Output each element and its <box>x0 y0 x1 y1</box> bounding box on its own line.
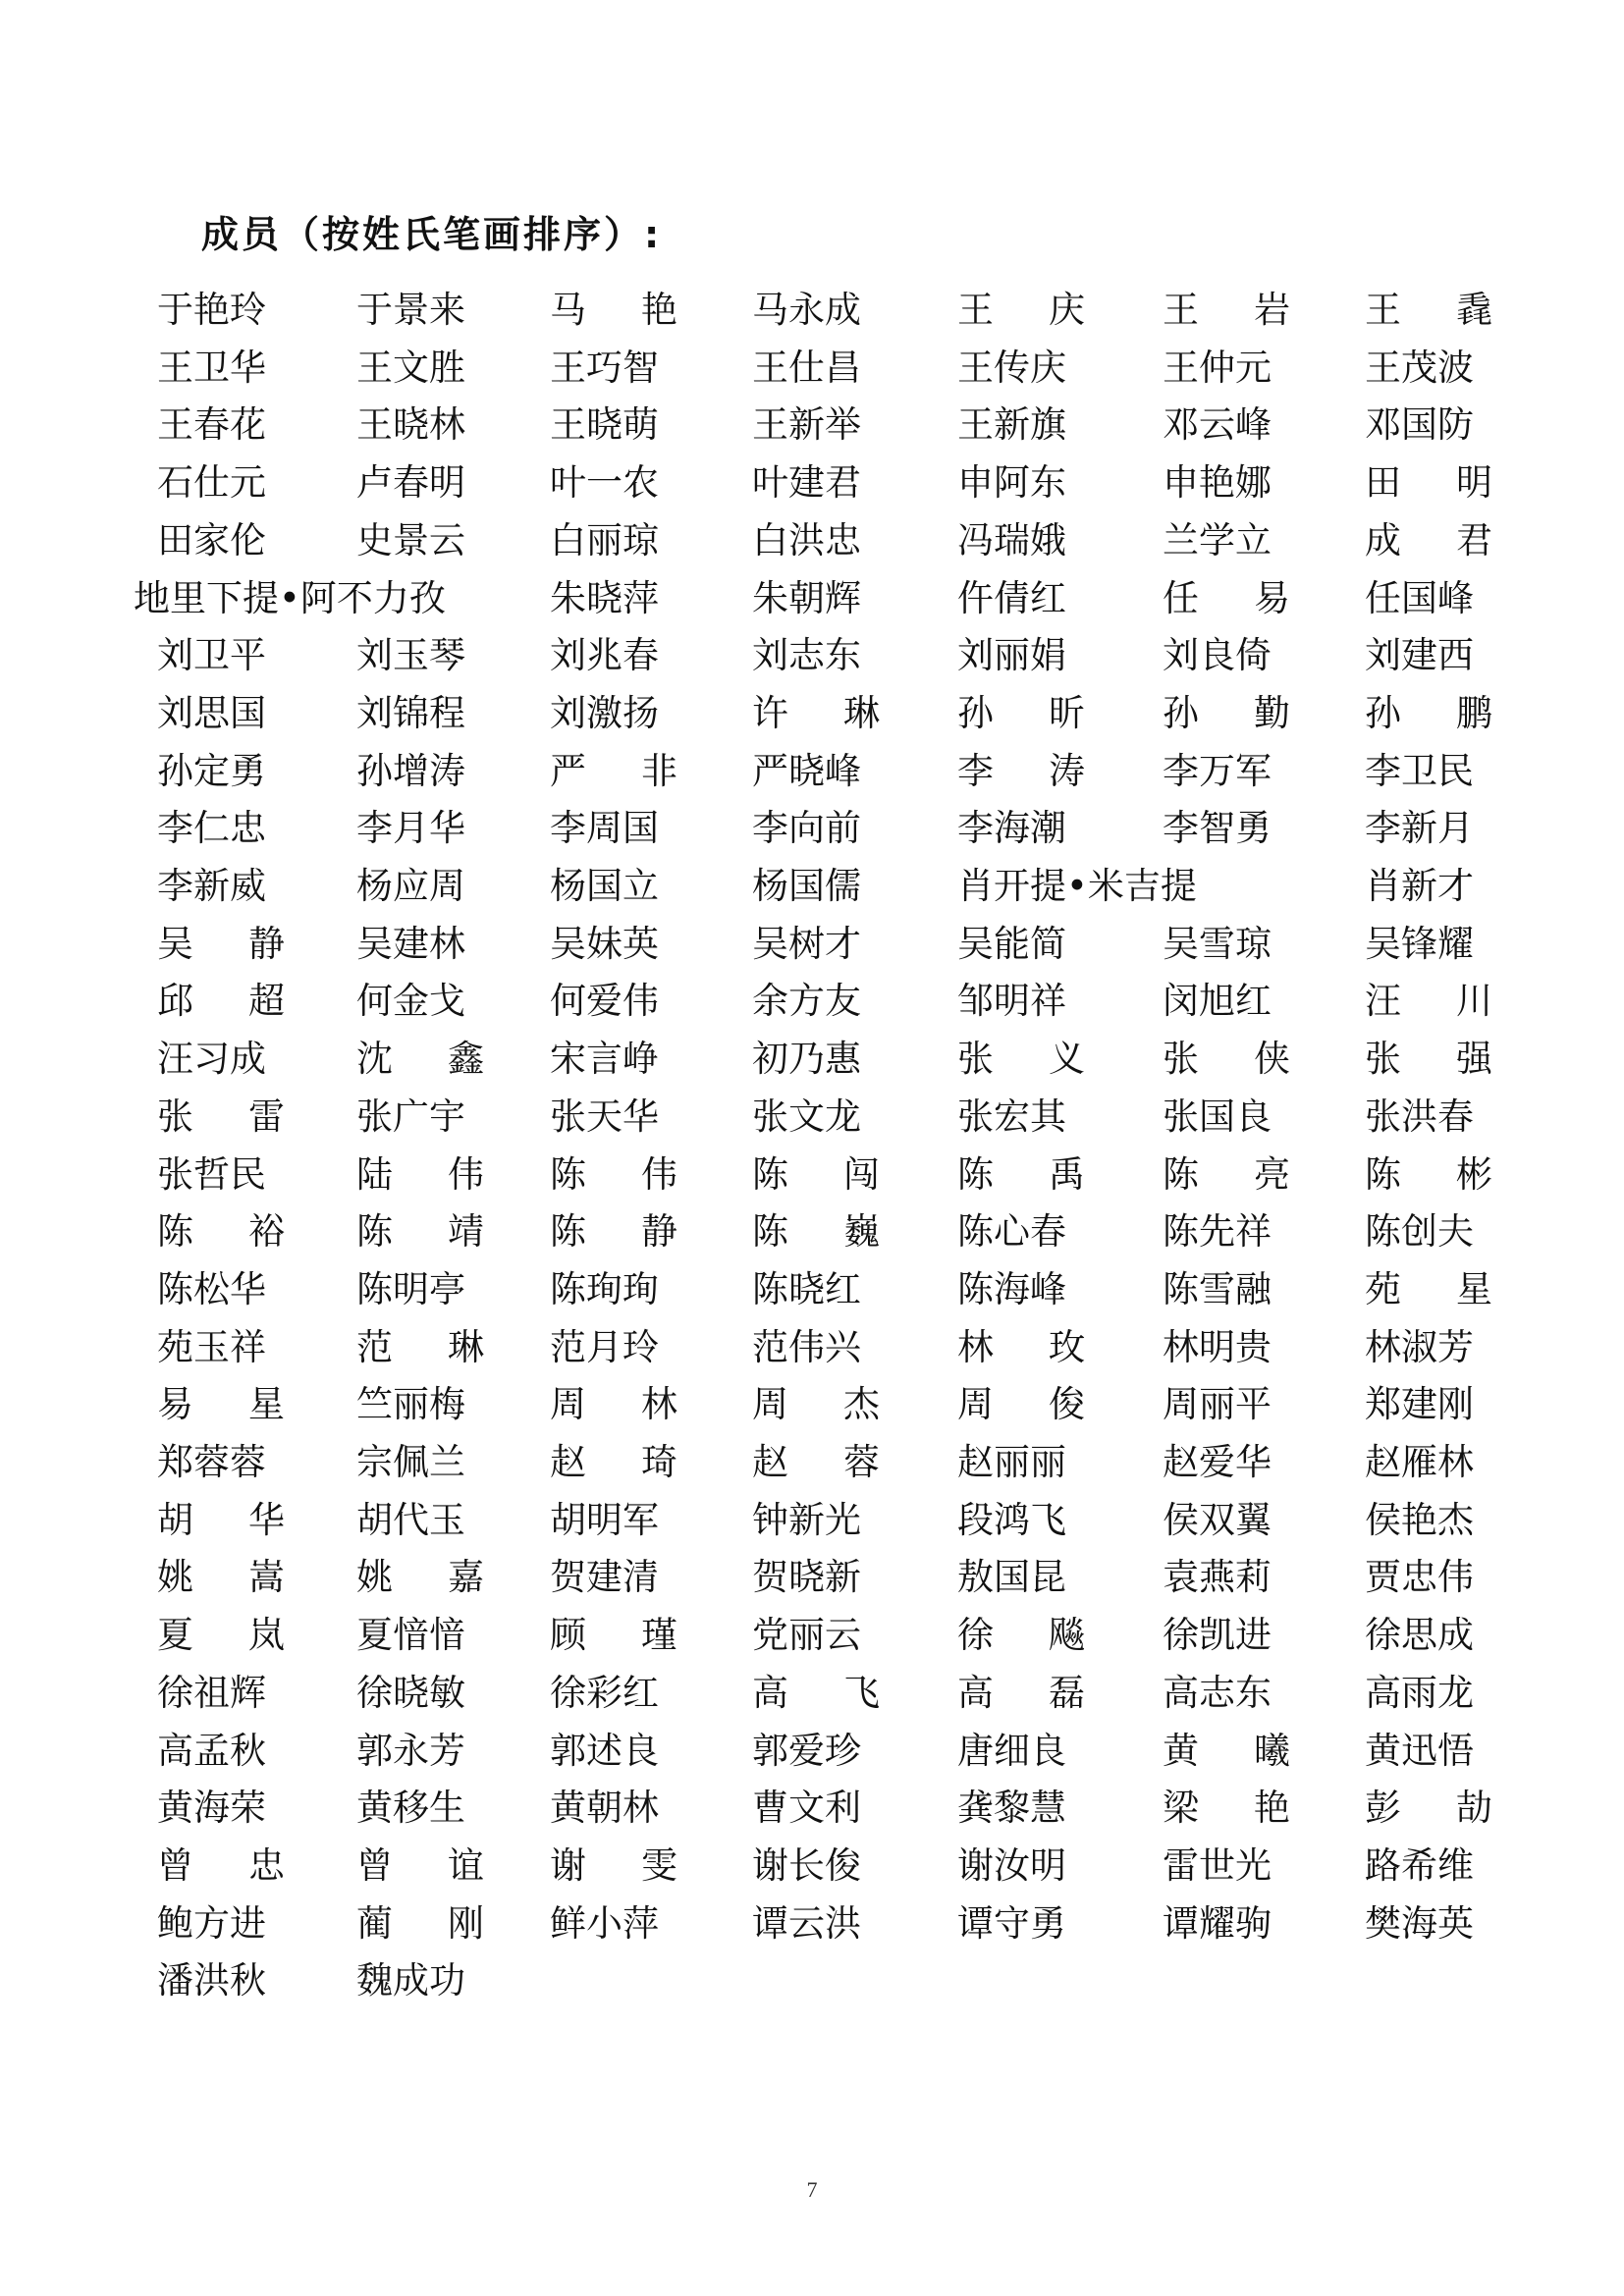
member-name: 余方友 <box>752 980 861 1023</box>
name-row <box>0 1031 1624 1088</box>
member-name: 马永成 <box>752 289 861 331</box>
member-name: 李新威 <box>157 865 266 907</box>
name-row <box>0 1665 1624 1722</box>
member-name: 郑蓉蓉 <box>157 1441 266 1483</box>
member-name: 胡代玉 <box>356 1498 465 1541</box>
member-name: 姚 嘉 <box>356 1556 484 1599</box>
member-name: 孙 勤 <box>1163 691 1290 734</box>
member-name: 胡 华 <box>157 1498 285 1541</box>
member-name: 杨应周 <box>356 865 465 907</box>
member-name: 王茂波 <box>1365 346 1474 389</box>
member-name: 王晓林 <box>356 403 465 447</box>
member-name: 黄朝林 <box>550 1787 659 1830</box>
name-row <box>0 570 1624 627</box>
member-name: 郭永芳 <box>356 1729 465 1772</box>
member-name: 肖新才 <box>1365 865 1474 907</box>
member-name: 范月玲 <box>550 1325 659 1368</box>
section-heading: 成员（按姓氏笔画排序）: <box>201 213 663 256</box>
member-name: 许 琳 <box>752 691 880 734</box>
member-name: 李向前 <box>752 807 861 850</box>
member-name: 周 杰 <box>752 1383 880 1426</box>
member-name: 段鸿飞 <box>957 1498 1066 1541</box>
member-name: 张 雷 <box>157 1095 285 1138</box>
member-name: 彭 劼 <box>1365 1787 1492 1830</box>
member-name: 陈海峰 <box>957 1267 1066 1310</box>
member-name: 兰学立 <box>1163 518 1272 561</box>
member-name: 刘思国 <box>157 691 266 734</box>
member-name: 朱晓萍 <box>550 576 659 619</box>
member-name: 郭爱珍 <box>752 1729 861 1772</box>
member-name: 李新月 <box>1365 807 1474 850</box>
member-name: 姚 嵩 <box>157 1556 285 1599</box>
member-name: 高志东 <box>1163 1671 1272 1714</box>
member-name: 李智勇 <box>1163 807 1272 850</box>
member-name: 周丽平 <box>1163 1383 1272 1426</box>
member-name: 李月华 <box>356 807 465 850</box>
member-name: 卢春明 <box>356 461 465 505</box>
member-name: 申阿东 <box>957 461 1066 505</box>
member-name: 史景云 <box>356 518 465 561</box>
member-name: 宋言峥 <box>550 1038 659 1081</box>
member-name: 吴建林 <box>356 922 465 965</box>
member-name: 叶一农 <box>550 461 659 505</box>
member-name: 张 侠 <box>1163 1038 1290 1081</box>
member-name: 王新旗 <box>957 403 1066 447</box>
member-name: 汪习成 <box>157 1038 266 1081</box>
member-name: 林 玫 <box>957 1325 1085 1368</box>
member-name: 赵雁林 <box>1365 1441 1474 1483</box>
member-name: 陈 彬 <box>1365 1152 1492 1196</box>
member-name: 任国峰 <box>1365 576 1474 619</box>
member-name: 吴 静 <box>157 922 285 965</box>
name-row <box>0 340 1624 397</box>
member-name: 陈晓红 <box>752 1267 861 1310</box>
member-name: 陈 亮 <box>1163 1152 1290 1196</box>
member-name: 沈 鑫 <box>356 1038 484 1081</box>
member-name: 仵倩红 <box>957 576 1066 619</box>
member-name: 张 强 <box>1365 1038 1492 1081</box>
member-name: 黄移生 <box>356 1787 465 1830</box>
member-name: 顾 瑾 <box>550 1614 677 1657</box>
member-name: 张文龙 <box>752 1095 861 1138</box>
member-name: 王巧智 <box>550 346 659 389</box>
member-name: 李 涛 <box>957 749 1085 792</box>
name-row <box>0 1492 1624 1549</box>
member-name: 陈 伟 <box>550 1152 677 1196</box>
member-name: 冯瑞娥 <box>957 518 1066 561</box>
member-name: 竺丽梅 <box>356 1383 465 1426</box>
member-name: 邱 超 <box>157 980 285 1023</box>
name-row <box>0 743 1624 800</box>
name-row <box>0 1607 1624 1664</box>
member-name: 徐思成 <box>1365 1614 1474 1657</box>
member-name: 刘玉琴 <box>356 634 465 677</box>
member-name: 陈 巍 <box>752 1210 880 1254</box>
member-name: 石仕元 <box>157 461 266 505</box>
member-name: 张洪春 <box>1365 1095 1474 1138</box>
member-name: 徐晓敏 <box>356 1671 465 1714</box>
member-name: 严 非 <box>550 749 677 792</box>
member-name: 赵丽丽 <box>957 1441 1066 1483</box>
member-name: 徐祖辉 <box>157 1671 266 1714</box>
member-name: 郑建刚 <box>1365 1383 1474 1426</box>
member-name: 田 明 <box>1365 461 1492 505</box>
member-name: 王文胜 <box>356 346 465 389</box>
name-row <box>0 1549 1624 1606</box>
name-row <box>0 1261 1624 1318</box>
member-name: 陈 禹 <box>957 1152 1085 1196</box>
name-row <box>0 685 1624 742</box>
member-name: 赵 蓉 <box>752 1441 880 1483</box>
member-name: 曾 谊 <box>356 1843 484 1887</box>
member-name: 白丽琼 <box>550 518 659 561</box>
member-name: 张天华 <box>550 1095 659 1138</box>
member-name: 王仕昌 <box>752 346 861 389</box>
member-name: 王新举 <box>752 403 861 447</box>
member-name: 范 琳 <box>356 1325 484 1368</box>
member-name: 范伟兴 <box>752 1325 861 1368</box>
member-name: 胡明军 <box>550 1498 659 1541</box>
member-name: 袁燕莉 <box>1163 1556 1272 1599</box>
name-row <box>0 282 1624 339</box>
member-name: 侯艳杰 <box>1365 1498 1474 1541</box>
member-name: 陈创夫 <box>1365 1210 1474 1254</box>
member-name: 叶建君 <box>752 461 861 505</box>
member-name: 刘卫平 <box>157 634 266 677</box>
member-name: 潘洪秋 <box>157 1959 266 2002</box>
member-name: 赵爱华 <box>1163 1441 1272 1483</box>
member-name: 刘激扬 <box>550 691 659 734</box>
member-name: 钟新光 <box>752 1498 861 1541</box>
name-row <box>0 627 1624 684</box>
member-name: 王卫华 <box>157 346 266 389</box>
name-row <box>0 1376 1624 1433</box>
member-name: 申艳娜 <box>1163 461 1272 505</box>
member-name: 孙定勇 <box>157 749 266 792</box>
name-row <box>0 1434 1624 1491</box>
member-name: 陆 伟 <box>356 1152 484 1196</box>
member-name: 林明贵 <box>1163 1325 1272 1368</box>
member-name: 周 俊 <box>957 1383 1085 1426</box>
member-name: 王 岩 <box>1163 289 1290 331</box>
member-name: 王仲元 <box>1163 346 1272 389</box>
member-name: 王春花 <box>157 403 266 447</box>
name-row <box>0 858 1624 915</box>
name-row <box>0 1952 1624 2009</box>
member-name: 路希维 <box>1365 1843 1474 1887</box>
member-name: 王 庆 <box>957 289 1085 331</box>
member-name: 张宏其 <box>957 1095 1066 1138</box>
member-name: 邹明祥 <box>957 980 1066 1023</box>
member-name: 邓国防 <box>1365 403 1474 447</box>
member-name: 陈明亭 <box>356 1267 465 1310</box>
member-name: 孙增涛 <box>356 749 465 792</box>
member-name: 吴雪琼 <box>1163 922 1272 965</box>
name-row <box>0 1723 1624 1780</box>
member-name: 王 毳 <box>1365 289 1492 331</box>
member-name: 谭云洪 <box>752 1901 861 1945</box>
member-name: 李仁忠 <box>157 807 266 850</box>
member-name: 张 义 <box>957 1038 1085 1081</box>
name-row <box>0 1319 1624 1376</box>
member-name: 田家伦 <box>157 518 266 561</box>
member-name: 魏成功 <box>356 1959 465 2002</box>
name-row <box>0 916 1624 973</box>
member-name: 刘志东 <box>752 634 861 677</box>
member-name: 周 林 <box>550 1383 677 1426</box>
member-name: 马 艳 <box>550 289 677 331</box>
member-name: 张广宇 <box>356 1095 465 1138</box>
member-name: 高 飞 <box>752 1671 880 1714</box>
member-name: 曹文利 <box>752 1787 861 1830</box>
member-name: 李万军 <box>1163 749 1272 792</box>
member-name: 高孟秋 <box>157 1729 266 1772</box>
member-name: 刘良倚 <box>1163 634 1272 677</box>
member-name: 陈 闯 <box>752 1152 880 1196</box>
member-name: 陈心春 <box>957 1210 1066 1254</box>
member-name: 徐彩红 <box>550 1671 659 1714</box>
member-name: 鲜小萍 <box>550 1901 659 1945</box>
member-name: 刘锦程 <box>356 691 465 734</box>
member-name: 曾 忠 <box>157 1843 285 1887</box>
member-name: 李海潮 <box>957 807 1066 850</box>
member-name: 徐凯进 <box>1163 1614 1272 1657</box>
member-name: 侯双翼 <box>1163 1498 1272 1541</box>
member-name: 于景来 <box>356 289 465 331</box>
member-name: 唐细良 <box>957 1729 1066 1772</box>
name-row <box>0 512 1624 569</box>
member-name: 谭守勇 <box>957 1901 1066 1945</box>
member-name: 贾忠伟 <box>1365 1556 1474 1599</box>
member-name: 张哲民 <box>157 1152 266 1196</box>
member-name: 刘丽娟 <box>957 634 1066 677</box>
member-name: 黄海荣 <box>157 1787 266 1830</box>
member-name: 吴锋耀 <box>1365 922 1474 965</box>
member-name: 易 星 <box>157 1383 285 1426</box>
member-name: 汪 川 <box>1365 980 1492 1023</box>
member-name: 张国良 <box>1163 1095 1272 1138</box>
member-name: 王晓萌 <box>550 403 659 447</box>
member-name: 李卫民 <box>1365 749 1474 792</box>
member-name: 李周国 <box>550 807 659 850</box>
member-name: 地里下提•阿不力孜 <box>134 576 446 619</box>
name-row <box>0 1896 1624 1952</box>
member-name: 郭述良 <box>550 1729 659 1772</box>
member-name: 王传庆 <box>957 346 1066 389</box>
member-name: 陈松华 <box>157 1267 266 1310</box>
member-name: 谢 雯 <box>550 1843 677 1887</box>
member-name: 朱朝辉 <box>752 576 861 619</box>
member-name: 黄 曦 <box>1163 1729 1290 1772</box>
member-name: 何爱伟 <box>550 980 659 1023</box>
page-number: 7 <box>806 2177 818 2202</box>
member-name: 敖国昆 <box>957 1556 1066 1599</box>
member-name: 成 君 <box>1365 518 1492 561</box>
member-name: 夏 岚 <box>157 1614 285 1657</box>
member-name: 陈 静 <box>550 1210 677 1254</box>
member-name: 邓云峰 <box>1163 403 1272 447</box>
member-name: 谢汝明 <box>957 1843 1066 1887</box>
member-name: 孙 昕 <box>957 691 1085 734</box>
member-name: 雷世光 <box>1163 1843 1272 1887</box>
name-row <box>0 973 1624 1030</box>
member-name: 谢长俊 <box>752 1843 861 1887</box>
member-name: 闵旭红 <box>1163 980 1272 1023</box>
member-name: 陈先祥 <box>1163 1210 1272 1254</box>
member-name: 宗佩兰 <box>356 1441 465 1483</box>
member-name: 谭耀驹 <box>1163 1901 1272 1945</box>
name-row <box>0 800 1624 857</box>
member-name: 何金戈 <box>356 980 465 1023</box>
member-name: 党丽云 <box>752 1614 861 1657</box>
member-name: 陈 靖 <box>356 1210 484 1254</box>
member-name: 肖开提•米吉提 <box>957 865 1197 907</box>
name-row <box>0 1147 1624 1203</box>
member-name: 鲍方进 <box>157 1901 266 1945</box>
member-name: 梁 艳 <box>1163 1787 1290 1830</box>
member-name: 杨国立 <box>550 865 659 907</box>
member-name: 刘建西 <box>1365 634 1474 677</box>
member-name: 徐 飚 <box>957 1614 1085 1657</box>
member-name: 高雨龙 <box>1365 1671 1474 1714</box>
member-name: 高 磊 <box>957 1671 1085 1714</box>
member-name: 任 易 <box>1163 576 1290 619</box>
member-name: 刘兆春 <box>550 634 659 677</box>
member-name: 吴妹英 <box>550 922 659 965</box>
member-name: 林淑芳 <box>1365 1325 1474 1368</box>
name-row <box>0 1203 1624 1260</box>
member-name: 苑玉祥 <box>157 1325 266 1368</box>
member-name: 吴能简 <box>957 922 1066 965</box>
member-name: 樊海英 <box>1365 1901 1474 1945</box>
member-name: 龚黎慧 <box>957 1787 1066 1830</box>
member-name: 严晓峰 <box>752 749 861 792</box>
member-name: 陈 裕 <box>157 1210 285 1254</box>
member-name: 贺建清 <box>550 1556 659 1599</box>
name-row <box>0 1780 1624 1837</box>
name-row <box>0 397 1624 454</box>
member-name: 初乃惠 <box>752 1038 861 1081</box>
member-name: 白洪忠 <box>752 518 861 561</box>
member-name: 于艳玲 <box>157 289 266 331</box>
name-row <box>0 1089 1624 1146</box>
member-name: 蔺 刚 <box>356 1901 484 1945</box>
member-name: 吴树才 <box>752 922 861 965</box>
member-name: 贺晓新 <box>752 1556 861 1599</box>
member-name: 夏愔愔 <box>356 1614 465 1657</box>
member-name: 杨国儒 <box>752 865 861 907</box>
member-name: 赵 琦 <box>550 1441 677 1483</box>
name-row <box>0 454 1624 511</box>
member-name: 陈珣珣 <box>550 1267 659 1310</box>
member-name: 孙 鹏 <box>1365 691 1492 734</box>
member-name: 陈雪融 <box>1163 1267 1272 1310</box>
name-row <box>0 1838 1624 1895</box>
member-name: 苑 星 <box>1365 1267 1492 1310</box>
member-name: 黄迅悟 <box>1365 1729 1474 1772</box>
